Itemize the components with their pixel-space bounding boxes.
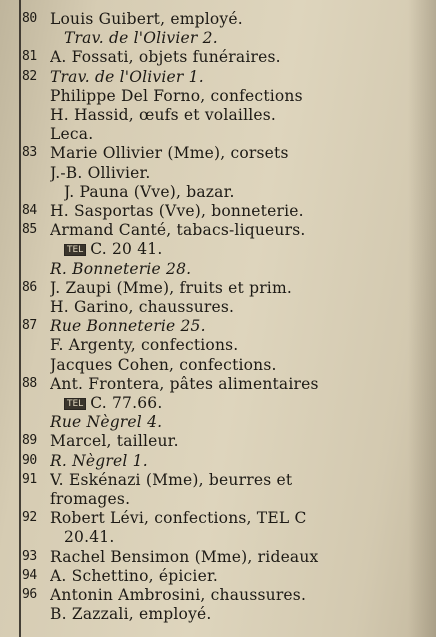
occupant-entry: Marie Ollivier (Mme), corsets <box>50 144 289 163</box>
directory-line <box>0 221 436 239</box>
occupant-entry: J. Pauna (Vve), bazar. <box>64 182 235 201</box>
directory-line <box>0 432 436 450</box>
directory-line <box>0 279 436 297</box>
directory-line <box>0 10 436 28</box>
house-number: 96 <box>22 587 37 602</box>
occupant-entry <box>64 240 406 258</box>
directory-line <box>0 260 436 278</box>
directory-line <box>0 336 436 354</box>
directory-line <box>0 29 436 47</box>
directory-line <box>0 298 436 316</box>
street-heading: R. Nègrel 1. <box>50 451 148 470</box>
occupant-entry: Jacques Cohen, confections. <box>50 355 277 374</box>
house-number: 81 <box>22 49 37 65</box>
occupant-entry: 20.41. <box>64 528 115 547</box>
occupant-entry: A. Fossati, objets funéraires. <box>50 48 281 67</box>
street-heading: Rue Nègrel 4. <box>50 413 163 432</box>
house-number: 86 <box>22 279 37 295</box>
house-number: 82 <box>22 68 37 84</box>
occupant-entry: Leca. <box>50 125 94 144</box>
house-number: 92 <box>22 510 37 526</box>
directory-line <box>0 164 436 182</box>
occupant-entry: Robert Lévi, confections, TEL C <box>50 509 307 528</box>
directory-line <box>0 68 436 86</box>
house-number: 90 <box>22 452 37 468</box>
occupant-entry: J.-B. Ollivier. <box>50 163 151 182</box>
directory-line <box>0 413 436 431</box>
occupant-entry: fromages. <box>50 490 131 508</box>
directory-line <box>0 144 436 162</box>
occupant-entry: H. Hassid, œufs et volailles. <box>50 106 277 124</box>
directory-line <box>0 548 436 566</box>
directory-line <box>0 586 436 604</box>
occupant-entry: Marcel, tailleur. <box>50 432 179 451</box>
street-heading: Trav. de l'Olivier 1. <box>50 67 204 86</box>
occupant-entry: Antonin Ambrosini, chaussures. <box>50 586 307 604</box>
house-number: 83 <box>22 145 37 161</box>
street-heading: Trav. de l'Olivier 2. <box>64 29 218 48</box>
directory-line <box>0 125 436 143</box>
directory-line <box>0 87 436 105</box>
directory-line <box>0 394 436 412</box>
directory-line <box>0 317 436 335</box>
directory-line <box>0 605 436 623</box>
directory-line <box>0 375 436 393</box>
directory-line <box>0 106 436 124</box>
occupant-entry: B. Zazzali, employé. <box>50 605 212 624</box>
house-number: 93 <box>22 548 37 564</box>
directory-line <box>0 240 436 258</box>
house-number: 88 <box>22 375 37 391</box>
occupant-entry: V. Eskénazi (Mme), beurres et <box>50 470 293 489</box>
house-number: 80 <box>22 11 37 26</box>
directory-line <box>0 48 436 66</box>
house-number: 84 <box>22 203 37 218</box>
occupant-entry: Rachel Bensimon (Mme), rideaux <box>50 547 319 566</box>
directory-line <box>0 202 436 220</box>
occupant-entry <box>64 394 406 412</box>
occupant-entry: F. Argenty, confections. <box>50 336 239 355</box>
telephone-number: C. 20 41. <box>90 240 163 259</box>
occupant-entry: Ant. Frontera, pâtes alimentaires <box>50 374 319 393</box>
directory-line <box>0 509 436 527</box>
directory-line <box>0 528 436 546</box>
house-number: 87 <box>22 318 37 334</box>
house-number: 85 <box>22 222 37 238</box>
occupant-entry: H. Garino, chaussures. <box>50 298 235 316</box>
occupant-entry: Philippe Del Forno, confections <box>50 86 303 105</box>
occupant-entry: H. Sasportas (Vve), bonneterie. <box>50 202 304 220</box>
directory-line <box>0 183 436 201</box>
occupant-entry: Armand Canté, tabacs-liqueurs. <box>50 221 306 240</box>
telephone-number: C. 77.66. <box>90 394 163 412</box>
directory-line <box>0 567 436 585</box>
occupant-entry: J. Zaupi (Mme), fruits et prim. <box>50 278 292 297</box>
house-number: 91 <box>22 471 37 487</box>
directory-line <box>0 471 436 489</box>
directory-line <box>0 452 436 470</box>
house-number: 94 <box>22 567 37 583</box>
street-heading: Rue Bonneterie 25. <box>50 317 206 336</box>
occupant-entry: A. Schettino, épicier. <box>50 566 218 585</box>
telephone-icon: TEL <box>64 398 86 410</box>
directory-line <box>0 490 436 508</box>
directory-line <box>0 356 436 374</box>
telephone-icon: TEL <box>64 244 86 256</box>
house-number: 89 <box>22 433 37 449</box>
street-heading: R. Bonneterie 28. <box>50 259 192 278</box>
occupant-entry: Louis Guibert, employé. <box>50 10 243 28</box>
